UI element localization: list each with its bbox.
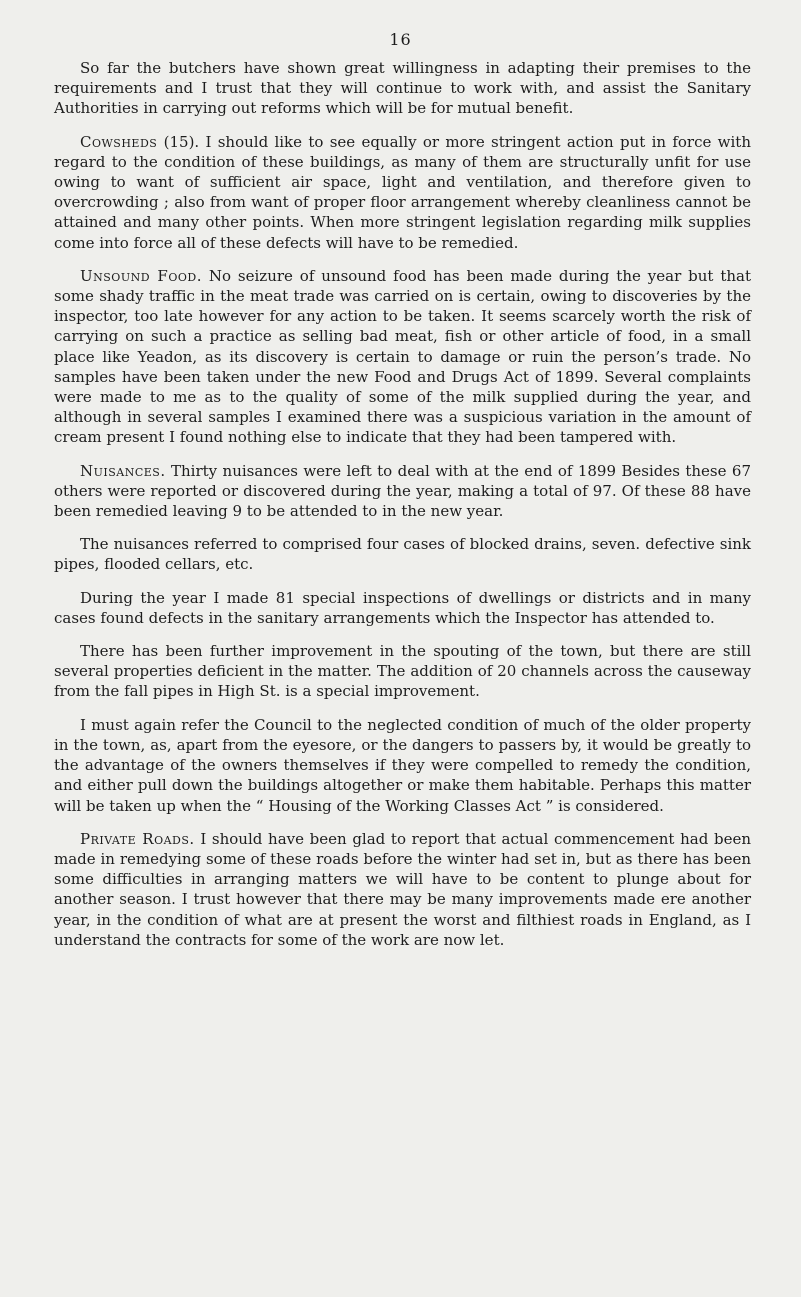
paragraph-text: No seizure of unsound food has been made during the year but that some shady traffic in the meat trade was carried on is certain, owing to discoveries by the inspector, too late however for any action to be taken. It seems scarcely worth the risk of carrying on such a practice as selling bad meat, fish or other article of food, in a small place like Yeadon, as its discovery is certain to damage or ruin the person’s trade. No samples have been taken under the new Food and Drugs Act of 1899. Several complaints were made to me as to the quality of some of the milk supplied during the year, and although in several samples I examined there was a suspicious variation in the amount of cream present I found nothing else to indicate that they had been tampered with. — [54, 266, 751, 447]
paragraph-text: (15). I should like to see equally or more stringent action put in force with regard to the condition of these buildings, as many of them are structurally unfit for use owing to want of sufficient air space, light and ventilation, and therefore given to overcrowding ; also from want of proper floor arrangement whereby cleanliness cannot be attained and many other points. When more stringent legislation regarding milk supplies come into force all of these defects will have to be remedied. — [54, 132, 751, 252]
paragraph-cowsheds — [54, 132, 751, 253]
section-heading-cowsheds: Cowsheds — [80, 132, 158, 151]
paragraph-text: I should have been glad to report that actual commencement had been made in remedying some of these roads before the winter had set in, but as there has been some difficulties in arranging matters we will have to be content to plunge about for another season. I trust however that there may be many improvements made ere another year, in the condition of what are at present the worst and filthiest roads in England, as I understand the contracts for some of the work are now let. — [54, 829, 751, 949]
paragraph-nuisance-types — [54, 534, 751, 574]
paragraph-text: I must again refer the Council to the neglected condition of much of the older property in the town, as, apart from the eyesore, or the dangers to passers by, it would be greatly to the advantage of the owners themselves if they were compelled to remedy the condition, and either pull down the buildings altogether or make them habitable. Perhaps this matter will be taken up when the “ Housing of the Working Classes Act ” is considered. — [54, 715, 751, 815]
paragraph-text: The nuisances referred to comprised four cases of blocked drains, seven. defective sink pipes, flooded cellars, etc. — [54, 535, 751, 574]
section-heading-private-roads: Private Roads. — [80, 829, 195, 848]
paragraph-older-property — [54, 715, 751, 816]
paragraph-inspections — [54, 588, 751, 628]
paragraph-text: Thirty nuisances were left to deal with at the end of 1899 Besides these 67 others were reported or discovered during the year, making a total of 97. Of these 88 have been remedied leaving 9 to be attended to in the new year. — [54, 461, 751, 521]
paragraph-text: There has been further improvement in the spouting of the town, but there are still several properties deficient in the matter. The addition of 20 channels across the causeway from the fall pipes in High St. is a special improvement. — [54, 642, 751, 701]
page-number: 16 — [389, 30, 412, 49]
section-heading-unsound-food: Unsound Food. — [80, 266, 202, 285]
paragraph-butchers — [54, 58, 751, 119]
paragraph-text: During the year I made 81 special inspections of dwellings or districts and in many cases found defects in the sanitary arrangements which the Inspector has attended to. — [54, 588, 751, 627]
paragraph-nuisances — [54, 461, 751, 522]
section-heading-nuisances: Nuisances. — [80, 461, 166, 480]
document-body — [54, 58, 751, 963]
paragraph-private-roads — [54, 829, 751, 950]
paragraph-unsound-food — [54, 266, 751, 448]
paragraph-spouting — [54, 641, 751, 702]
paragraph-text: So far the butchers have shown great willingness in adapting their premises to the requirements and I trust that they will continue to work with, and assist the Sanitary Authorities in carrying out reforms which will be for mutual benefit. — [54, 59, 751, 118]
